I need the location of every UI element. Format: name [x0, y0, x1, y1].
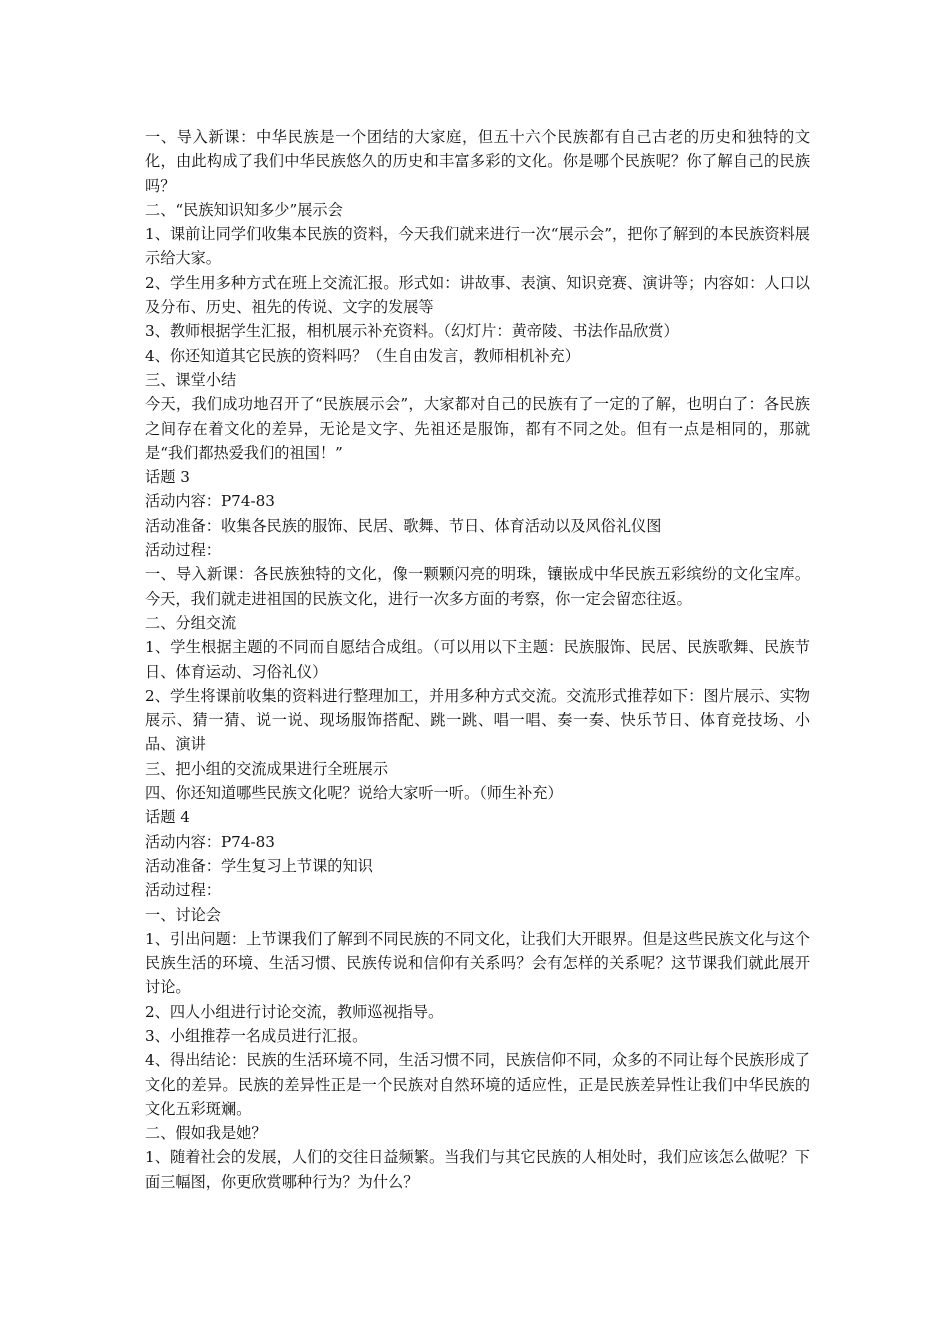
paragraph: 一、导入新课：中华民族是一个团结的大家庭，但五十六个民族都有自己古老的历史和独特的文化，由此构成了我们中华民族悠久的历史和丰富多彩的文化。你是哪个民族呢？你了解自己的民族吗？ [145, 128, 810, 195]
paragraph: 4、你还知道其它民族的资料吗？（生自由发言，教师相机补充） [145, 346, 580, 365]
section-heading: 二、分组交流 [145, 613, 237, 632]
section-heading: 二、假如我是她？ [145, 1124, 267, 1143]
paragraph: 3、小组推荐一名成员进行汇报。 [145, 1026, 368, 1045]
paragraph: 一、导入新课：各民族独特的文化，像一颗颗闪亮的明珠，镶嵌成中华民族五彩缤纷的文化宝库。今天，我们就走进祖国的民族文化，进行一次多方面的考察，你一定会留恋往返。 [145, 565, 810, 608]
document-page [145, 125, 810, 1194]
topic-heading: 话题 4 [145, 808, 190, 827]
paragraph: 1、引出问题：上节课我们了解到不同民族的不同文化，让我们大开眼界。但是这些民族文化与这个民族生活的环境、生活习惯、民族传说和信仰有关系吗？会有怎样的关系呢？这节课我们就此展开讨论。 [145, 929, 810, 997]
activity-content: 活动内容：P74-83 [145, 832, 275, 851]
paragraph: 2、四人小组进行讨论交流，教师巡视指导。 [145, 1002, 444, 1021]
section-heading: 一、讨论会 [145, 905, 221, 924]
activity-process-label: 活动过程： [145, 541, 221, 560]
activity-content: 活动内容：P74-83 [145, 492, 275, 511]
paragraph: 2、学生用多种方式在班上交流汇报。形式如：讲故事、表演、知识竞赛、演讲等；内容如：人口以及分布、历史、祖先的传说、文字的发展等 [145, 273, 810, 317]
paragraph: 1、课前让同学们收集本民族的资料，今天我们就来进行一次“展示会”，把你了解到的本民族资料展示给大家。 [145, 225, 810, 268]
paragraph: 2、学生将课前收集的资料进行整理加工，并用多种方式交流。交流形式推荐如下：图片展示、实物展示、猜一猜、说一说、现场服饰搭配、跳一跳、唱一唱、奏一奏、快乐节日、体育竞技场、小品、演讲 [145, 686, 810, 754]
paragraph: 4、得出结论：民族的生活环境不同，生活习惯不同，民族信仰不同，众多的不同让每个民族形成了文化的差异。民族的差异性正是一个民族对自然环境的适应性，正是民族差异性让我们中华民族的文化五彩斑斓。 [145, 1051, 810, 1118]
activity-preparation: 活动准备：学生复习上节课的知识 [145, 856, 373, 875]
paragraph: 3、教师根据学生汇报，相机展示补充资料。（幻灯片：黄帝陵、书法作品欣赏） [145, 322, 679, 341]
section-heading: 二、“民族知识知多少”展示会 [145, 200, 343, 219]
paragraph: 1、学生根据主题的不同而自愿结合成组。（可以用以下主题：民族服饰、民居、民族歌舞、民族节日、体育运动、习俗礼仪） [145, 638, 810, 681]
activity-preparation: 活动准备：收集各民族的服饰、民居、歌舞、节日、体育活动以及风俗礼仪图 [145, 516, 662, 535]
section-heading: 三、课堂小结 [145, 370, 237, 389]
paragraph: 今天，我们成功地召开了“民族展示会”，大家都对自己的民族有了一定的了解，也明白了：各民族之间存在着文化的差异，无论是文字、先祖还是服饰，都有不同之处。但有一点是相同的，那就是“我们都热爱我们的祖国！” [145, 395, 810, 462]
paragraph: 1、随着社会的发展，人们的交往日益频繁。当我们与其它民族的人相处时，我们应该怎么做呢？下面三幅图，你更欣赏哪种行为？为什么？ [145, 1148, 810, 1191]
activity-process-label: 活动过程： [145, 881, 221, 900]
section-heading: 四、你还知道哪些民族文化呢？说给大家听一听。（师生补充） [145, 784, 563, 803]
section-heading: 三、把小组的交流成果进行全班展示 [145, 759, 388, 778]
topic-heading: 话题 3 [145, 468, 190, 487]
